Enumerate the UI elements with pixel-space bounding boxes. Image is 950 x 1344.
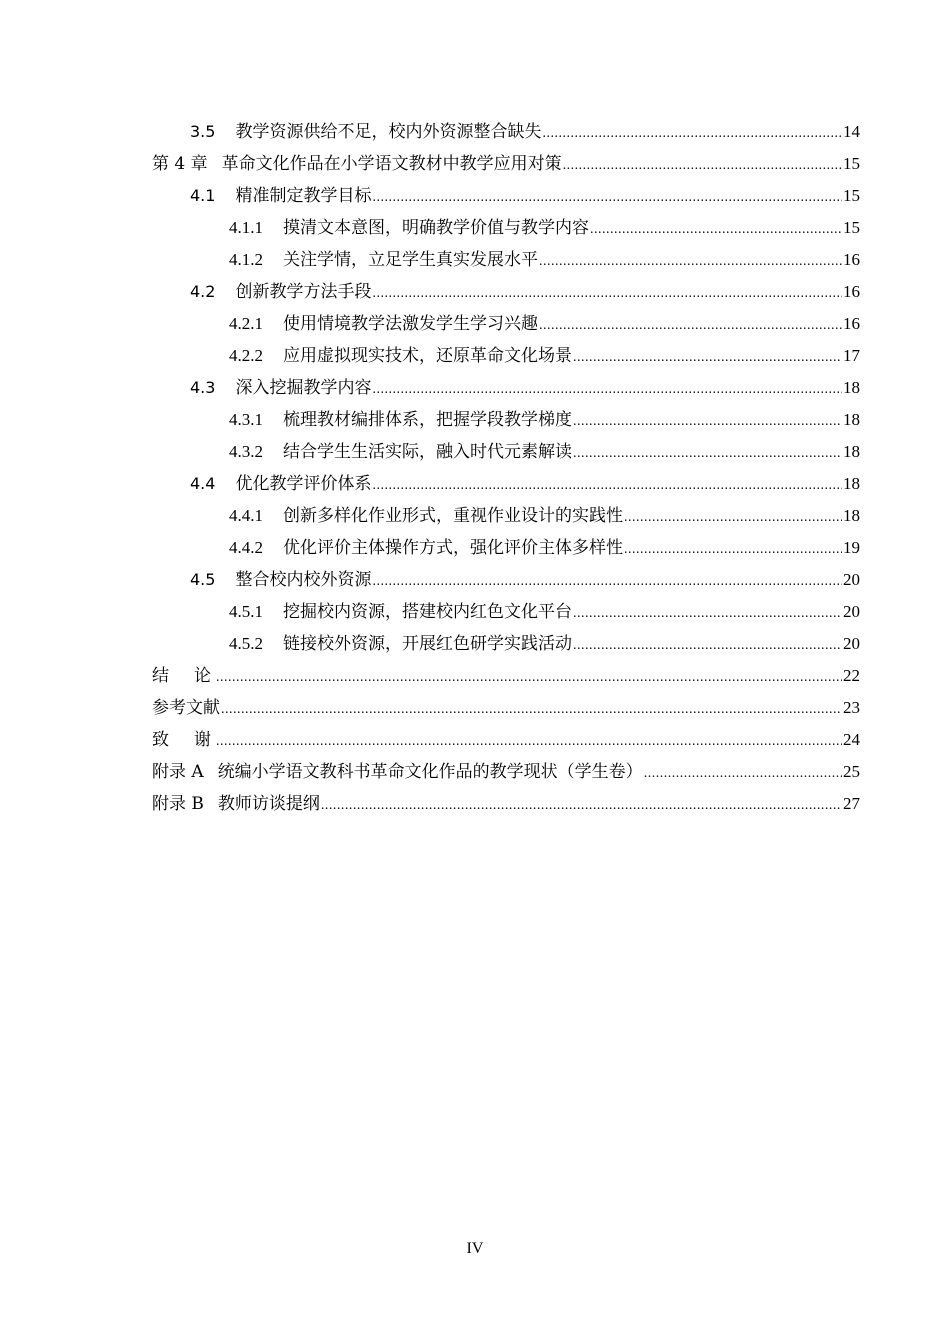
toc-entry-4-2-1[interactable] [152, 308, 860, 340]
page-number-footer: IV [466, 1240, 484, 1257]
toc-entry-page: 18 [843, 410, 860, 429]
toc-entry-appendix-a[interactable] [152, 756, 860, 788]
toc-entry-title: 梳理教材编排体系，把握学段教学梯度 [283, 410, 572, 430]
toc-entry-number: 4.5.2 [229, 634, 263, 653]
toc-entry-title: 关注学情，立足学生真实发展水平 [283, 250, 538, 270]
toc-entry-title: 结合学生生活实际，融入时代元素解读 [283, 442, 572, 462]
toc-entry-page: 24 [843, 730, 860, 749]
toc-entry-title: 优化教学评价体系 [235, 474, 372, 494]
toc-entry-4-3[interactable] [152, 372, 860, 404]
toc-entry-page: 27 [843, 794, 860, 813]
toc-entry-number: 4.5 [190, 570, 216, 589]
dot-leader [539, 246, 842, 278]
toc-entry-4-4[interactable] [152, 468, 860, 500]
toc-entry-number: 4.3.1 [229, 410, 263, 429]
toc-entry-page: 17 [843, 346, 860, 365]
toc-entry-title: 链接校外资源，开展红色研学实践活动 [283, 634, 572, 654]
dot-leader [563, 150, 842, 182]
toc-entry-page: 18 [843, 474, 860, 493]
toc-entry-title: 结 论 [152, 666, 215, 686]
table-of-contents [152, 116, 860, 820]
toc-entry-title: 使用情境教学法激发学生学习兴趣 [283, 314, 538, 334]
toc-entry-4-4-2[interactable] [152, 532, 860, 564]
dot-leader [216, 662, 842, 694]
dot-leader [372, 470, 842, 502]
toc-entry-page: 20 [843, 602, 860, 621]
toc-entry-title: 摸清文本意图，明确教学价值与教学内容 [283, 218, 589, 238]
toc-entry-page: 19 [843, 538, 860, 557]
toc-entry-4-5-2[interactable] [152, 628, 860, 660]
toc-entry-number: 4.5.1 [229, 602, 263, 621]
toc-entry-references[interactable] [152, 692, 860, 724]
dot-leader [644, 758, 842, 790]
dot-leader [372, 566, 842, 598]
toc-entry-page: 15 [843, 218, 860, 237]
dot-leader [321, 790, 842, 822]
toc-entry-3-5[interactable] [152, 116, 860, 148]
dot-leader [590, 214, 842, 246]
toc-entry-title: 教师访谈提纲 [217, 794, 320, 814]
toc-entry-title: 优化评价主体操作方式，强化评价主体多样性 [283, 538, 623, 558]
toc-entry-number: 4.4.1 [229, 506, 263, 525]
dot-leader [372, 182, 842, 214]
toc-entry-number: 4.1 [190, 186, 216, 205]
toc-entry-number: 4.1.1 [229, 218, 263, 237]
toc-entry-appendix-b[interactable] [152, 788, 860, 820]
toc-entry-page: 18 [843, 442, 860, 461]
toc-entry-4-1-1[interactable] [152, 212, 860, 244]
toc-entry-title: 致 谢 [152, 730, 215, 750]
toc-entry-4-2[interactable] [152, 276, 860, 308]
toc-entry-page: 15 [843, 154, 860, 173]
dot-leader [573, 342, 842, 374]
toc-entry-number: 3.5 [190, 122, 216, 141]
toc-entry-title: 革命文化作品在小学语文教材中教学应用对策 [221, 154, 562, 174]
toc-entry-number: 附录 B [152, 794, 204, 814]
dot-leader [573, 598, 842, 630]
dot-leader [216, 726, 842, 758]
dot-leader [573, 438, 842, 470]
toc-entry-number: 4.1.2 [229, 250, 263, 269]
toc-entry-title: 教学资源供给不足，校内外资源整合缺失 [235, 122, 542, 142]
toc-entry-title: 创新多样化作业形式，重视作业设计的实践性 [283, 506, 623, 526]
toc-entry-4-5-1[interactable] [152, 596, 860, 628]
toc-entry-title: 深入挖掘教学内容 [235, 378, 372, 398]
toc-entry-number: 4.3 [190, 378, 216, 397]
toc-entry-4-3-2[interactable] [152, 436, 860, 468]
toc-entry-number: 4.2.2 [229, 346, 263, 365]
dot-leader [624, 502, 842, 534]
toc-entry-number: 4.3.2 [229, 442, 263, 461]
toc-entry-4-2-2[interactable] [152, 340, 860, 372]
toc-entry-number: 4.4 [190, 474, 216, 493]
toc-entry-page: 18 [843, 378, 860, 397]
dot-leader [573, 630, 842, 662]
toc-entry-page: 16 [843, 250, 860, 269]
dot-leader [372, 278, 842, 310]
dot-leader [372, 374, 842, 406]
toc-entry-4-1[interactable] [152, 180, 860, 212]
toc-entry-title: 挖掘校内资源，搭建校内红色文化平台 [283, 602, 572, 622]
dot-leader [221, 694, 842, 726]
toc-entry-4-4-1[interactable] [152, 500, 860, 532]
toc-entry-page: 14 [843, 122, 860, 141]
toc-entry-4-3-1[interactable] [152, 404, 860, 436]
dot-leader [573, 406, 842, 438]
toc-entry-title: 整合校内校外资源 [235, 570, 372, 590]
toc-entry-page: 23 [843, 698, 860, 717]
toc-entry-title: 创新教学方法手段 [235, 282, 372, 302]
dot-leader [542, 118, 842, 150]
toc-entry-page: 25 [843, 762, 860, 781]
toc-entry-4-5[interactable] [152, 564, 860, 596]
dot-leader [539, 310, 842, 342]
toc-entry-number: 4.2 [190, 282, 216, 301]
toc-entry-page: 22 [843, 666, 860, 685]
toc-entry-number: 4.2.1 [229, 314, 263, 333]
toc-entry-title: 应用虚拟现实技术，还原革命文化场景 [283, 346, 572, 366]
toc-entry-page: 20 [843, 570, 860, 589]
toc-entry-page: 20 [843, 634, 860, 653]
toc-entry-4-1-2[interactable] [152, 244, 860, 276]
toc-entry-conclusion[interactable] [152, 660, 860, 692]
toc-entry-page: 16 [843, 314, 860, 333]
toc-entry-chapter-4[interactable] [152, 148, 860, 180]
toc-entry-page: 18 [843, 506, 860, 525]
toc-entry-acknowledgements[interactable] [152, 724, 860, 756]
toc-entry-number: 4.4.2 [229, 538, 263, 557]
toc-entry-title: 统编小学语文教科书革命文化作品的教学现状（学生卷） [217, 762, 643, 782]
toc-entry-number: 第 4 章 [152, 154, 208, 174]
toc-entry-number: 附录 A [152, 762, 204, 782]
toc-entry-page: 16 [843, 282, 860, 301]
toc-entry-page: 15 [843, 186, 860, 205]
toc-entry-title: 精准制定教学目标 [235, 186, 372, 206]
dot-leader [624, 534, 842, 566]
toc-entry-title: 参考文献 [152, 698, 220, 718]
